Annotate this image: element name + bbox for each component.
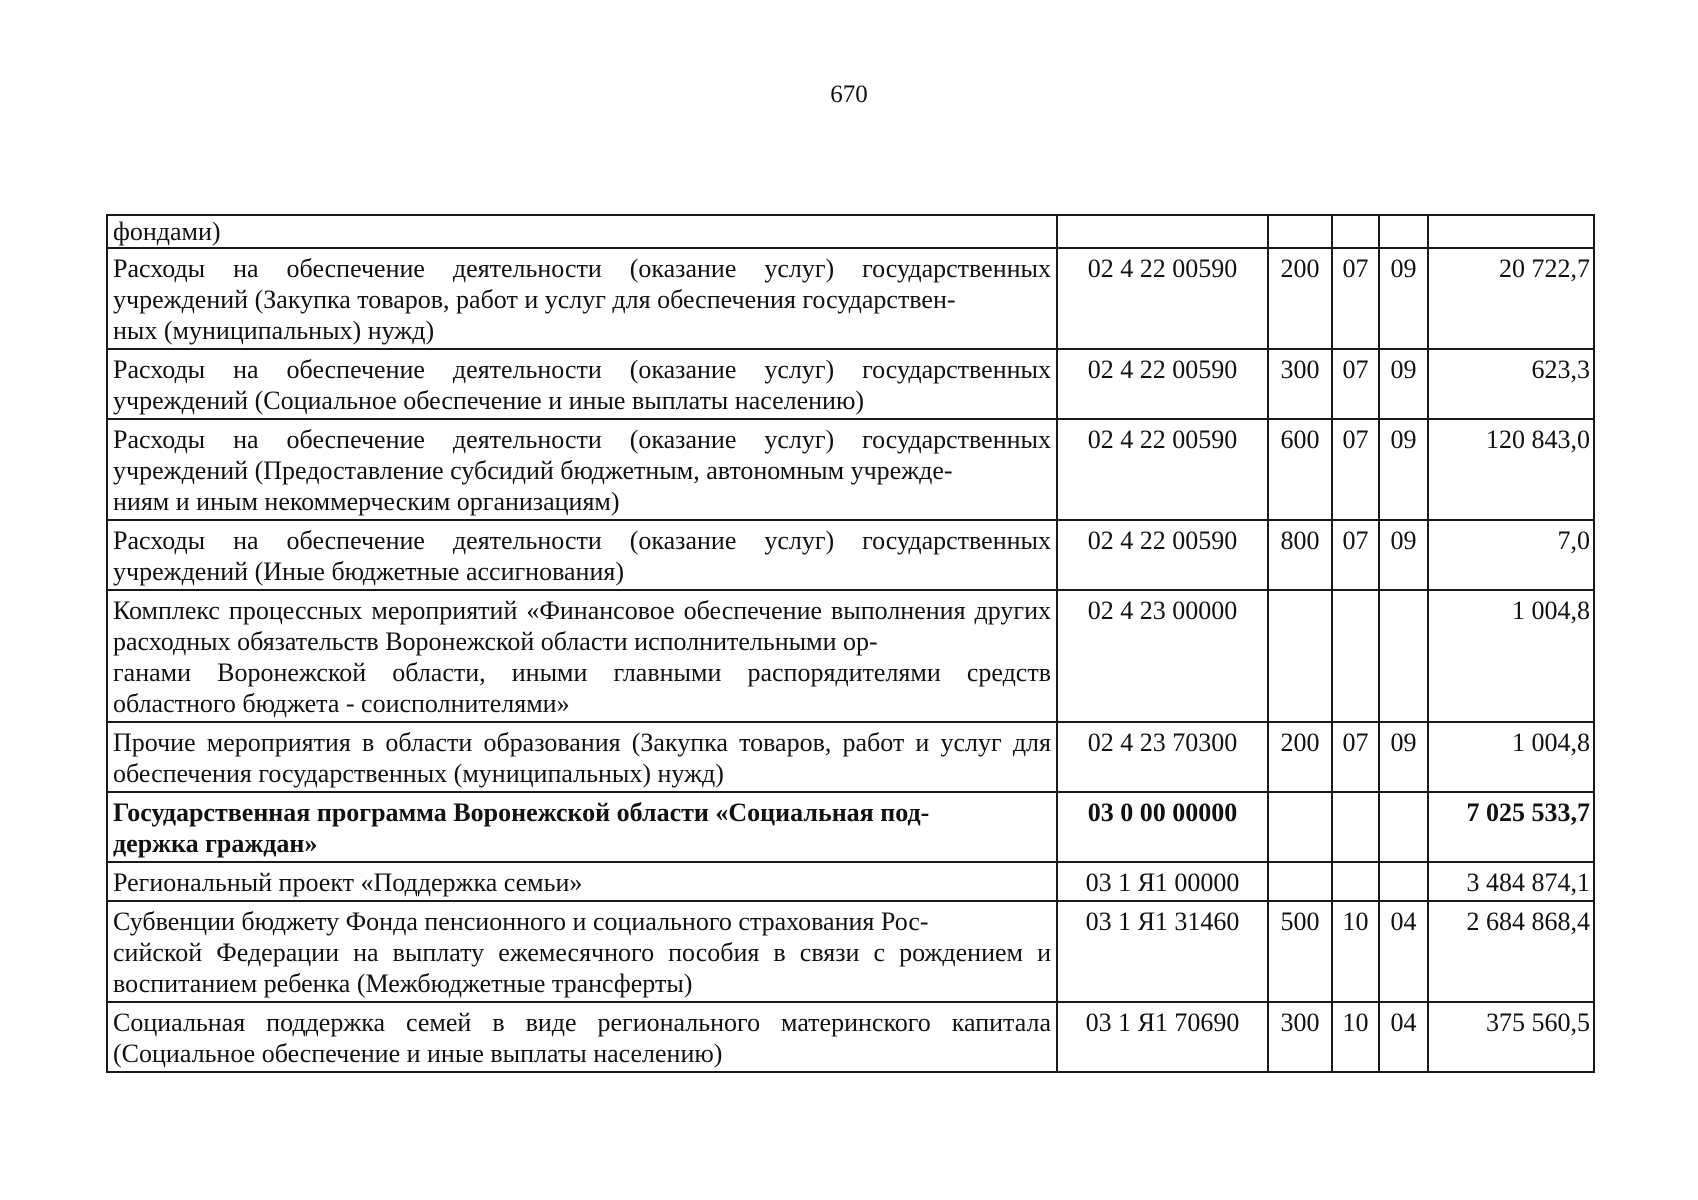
expense-type-code [1268, 215, 1332, 248]
target-article-code [1057, 215, 1268, 248]
subsection-code: 09 [1379, 349, 1428, 419]
target-article-code: 02 4 22 00590 [1057, 520, 1268, 590]
section-code: 07 [1332, 248, 1379, 349]
expense-type-code: 800 [1268, 520, 1332, 590]
subsection-code: 09 [1379, 419, 1428, 520]
target-article-code: 03 1 Я1 70690 [1057, 1002, 1268, 1072]
section-code: 07 [1332, 349, 1379, 419]
target-article-code: 03 1 Я1 00000 [1057, 862, 1268, 901]
subsection-code [1379, 862, 1428, 901]
amount: 20 722,7 [1428, 248, 1594, 349]
amount: 1 004,8 [1428, 590, 1594, 722]
table-row [107, 349, 1594, 419]
amount [1428, 215, 1594, 248]
section-code [1332, 862, 1379, 901]
target-article-code: 03 1 Я1 31460 [1057, 901, 1268, 1002]
expense-name: Прочие мероприятия в области образования (Закупка товаров, работ и услуг для обеспечения государственных (муниципальных) нужд) [107, 722, 1057, 792]
expense-name: Государственная программа Воронежской области «Социальная под- держка граждан» [107, 792, 1057, 862]
expense-name: Расходы на обеспечение деятельности (оказание услуг) государственных учреждений (Предоставление субсидий бюджетным, автономным учрежде- ниям и иным некоммерческим организациям) [107, 419, 1057, 520]
target-article-code: 02 4 22 00590 [1057, 419, 1268, 520]
expense-name: Расходы на обеспечение деятельности (оказание услуг) государственных учреждений (Закупка товаров, работ и услуг для обеспечения государствен- ных (муниципальных) нужд) [107, 248, 1057, 349]
expense-type-code [1268, 862, 1332, 901]
target-article-code: 02 4 22 00590 [1057, 248, 1268, 349]
target-article-code: 02 4 23 70300 [1057, 722, 1268, 792]
amount: 375 560,5 [1428, 1002, 1594, 1072]
section-code: 07 [1332, 520, 1379, 590]
section-code [1332, 215, 1379, 248]
section-code: 07 [1332, 722, 1379, 792]
expense-name: Комплекс процессных мероприятий «Финансовое обеспечение выполнения других расходных обязательств Воронежской области исполнительными ор- ганами Воронежской области, иными главными распорядителями средств областного бюджета - соисполнителями» [107, 590, 1057, 722]
expense-type-code [1268, 792, 1332, 862]
table-row [107, 419, 1594, 520]
amount: 3 484 874,1 [1428, 862, 1594, 901]
expense-type-code [1268, 590, 1332, 722]
subsection-code: 09 [1379, 520, 1428, 590]
target-article-code: 02 4 22 00590 [1057, 349, 1268, 419]
amount: 623,3 [1428, 349, 1594, 419]
subsection-code: 04 [1379, 901, 1428, 1002]
subsection-code: 09 [1379, 248, 1428, 349]
subsection-code [1379, 215, 1428, 248]
amount: 7 025 533,7 [1428, 792, 1594, 862]
table-row [107, 215, 1594, 248]
amount: 1 004,8 [1428, 722, 1594, 792]
target-article-code: 02 4 23 00000 [1057, 590, 1268, 722]
table-row-program [107, 792, 1594, 862]
budget-table [106, 214, 1595, 1073]
page-number: 670 [830, 81, 868, 108]
expense-type-code: 300 [1268, 1002, 1332, 1072]
expense-name: Расходы на обеспечение деятельности (оказание услуг) государственных учреждений (Иные бюджетные ассигнования) [107, 520, 1057, 590]
table-row [107, 590, 1594, 722]
amount: 120 843,0 [1428, 419, 1594, 520]
amount: 7,0 [1428, 520, 1594, 590]
section-code [1332, 792, 1379, 862]
section-code [1332, 590, 1379, 722]
table-row [107, 1002, 1594, 1072]
subsection-code: 04 [1379, 1002, 1428, 1072]
expense-type-code: 300 [1268, 349, 1332, 419]
table-row [107, 862, 1594, 901]
subsection-code [1379, 590, 1428, 722]
amount: 2 684 868,4 [1428, 901, 1594, 1002]
table-row [107, 520, 1594, 590]
expense-type-code: 200 [1268, 722, 1332, 792]
expense-name: Субвенции бюджету Фонда пенсионного и социального страхования Рос- сийской Федерации на выплату ежемесячного пособия в связи с рождением и воспитанием ребенка (Межбюджетные трансферты) [107, 901, 1057, 1002]
section-code: 10 [1332, 901, 1379, 1002]
expense-type-code: 600 [1268, 419, 1332, 520]
expense-name: Региональный проект «Поддержка семьи» [107, 862, 1057, 901]
subsection-code: 09 [1379, 722, 1428, 792]
subsection-code [1379, 792, 1428, 862]
table-row [107, 901, 1594, 1002]
expense-type-code: 500 [1268, 901, 1332, 1002]
expense-type-code: 200 [1268, 248, 1332, 349]
expense-name: Социальная поддержка семей в виде регионального материнского капитала (Социальное обеспечение и иные выплаты населению) [107, 1002, 1057, 1072]
expense-name: фондами) [107, 215, 1057, 248]
table-row [107, 248, 1594, 349]
section-code: 10 [1332, 1002, 1379, 1072]
target-article-code: 03 0 00 00000 [1057, 792, 1268, 862]
section-code: 07 [1332, 419, 1379, 520]
expense-name: Расходы на обеспечение деятельности (оказание услуг) государственных учреждений (Социальное обеспечение и иные выплаты населению) [107, 349, 1057, 419]
table-row [107, 722, 1594, 792]
